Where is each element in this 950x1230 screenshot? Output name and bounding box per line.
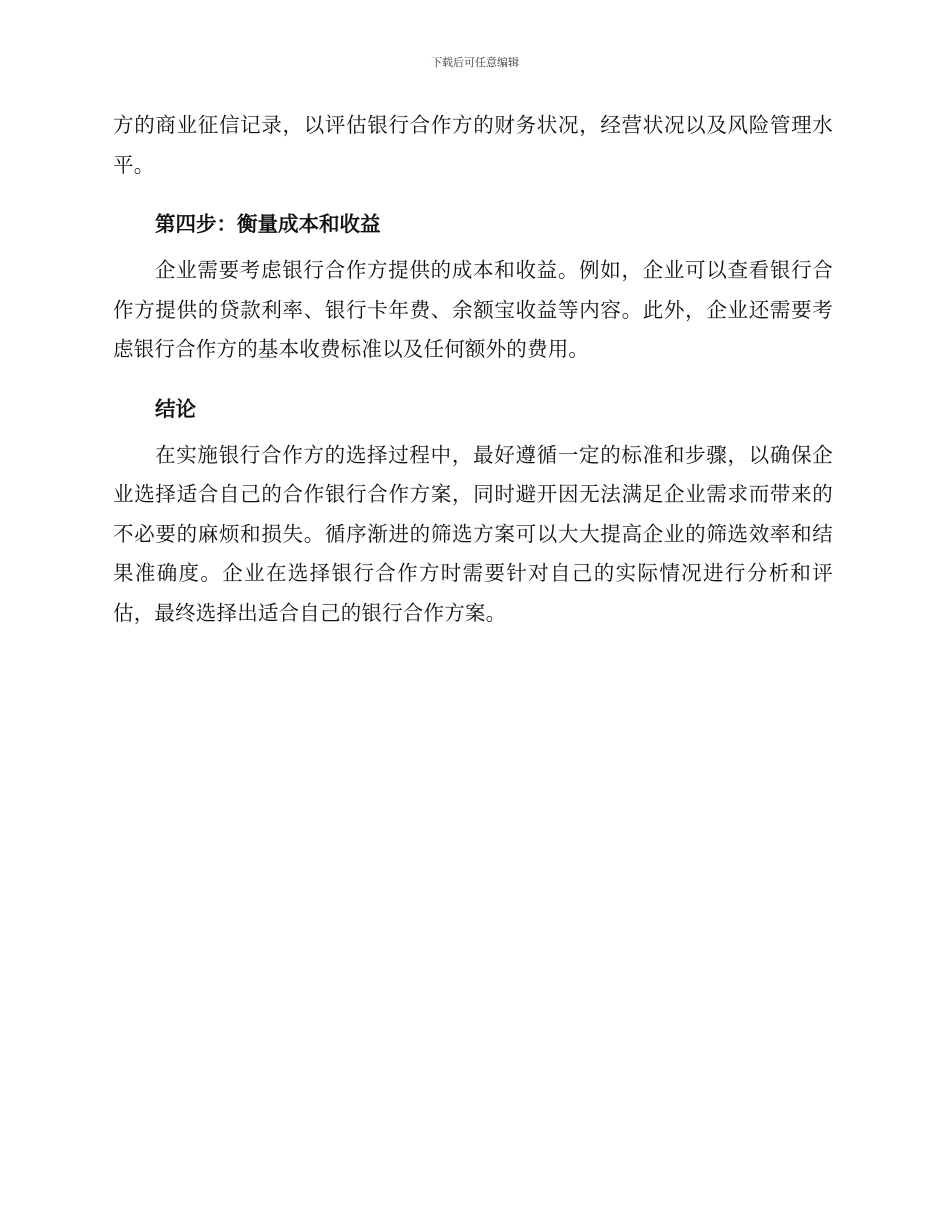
heading-conclusion: 结论 (155, 396, 196, 421)
paragraph-step-four: 企业需要考虑银行合作方提供的成本和收益。例如，企业可以查看银行合作方提供的贷款利率、银行卡年费、余额宝收益等内容。此外，企业还需要考虑银行合作方的基本收费标准以及任何额外的费用。 (113, 258, 833, 361)
heading-step-four: 第四步：衡量成本和收益 (155, 212, 381, 236)
paragraph-conclusion: 在实施银行合作方的选择过程中，最好遵循一定的标准和步骤，以确保企业选择适合自己的合作银行合作方案，同时避开因无法满足企业需求而带来的不必要的麻烦和损失。循序渐进的筛选方案可以大大提高企业的筛选效率和结果准确度。企业在选择银行合作方时需要针对自己的实际情况进行分析和评估，最终选择出适合自己的银行合作方案。 (113, 442, 833, 625)
paragraph-intro-continuation: 方的商业征信记录，以评估银行合作方的财务状况，经营状况以及风险管理水平。 (113, 113, 833, 177)
document-body (113, 106, 833, 633)
page-header: 下载后可任意编辑 (431, 56, 519, 69)
